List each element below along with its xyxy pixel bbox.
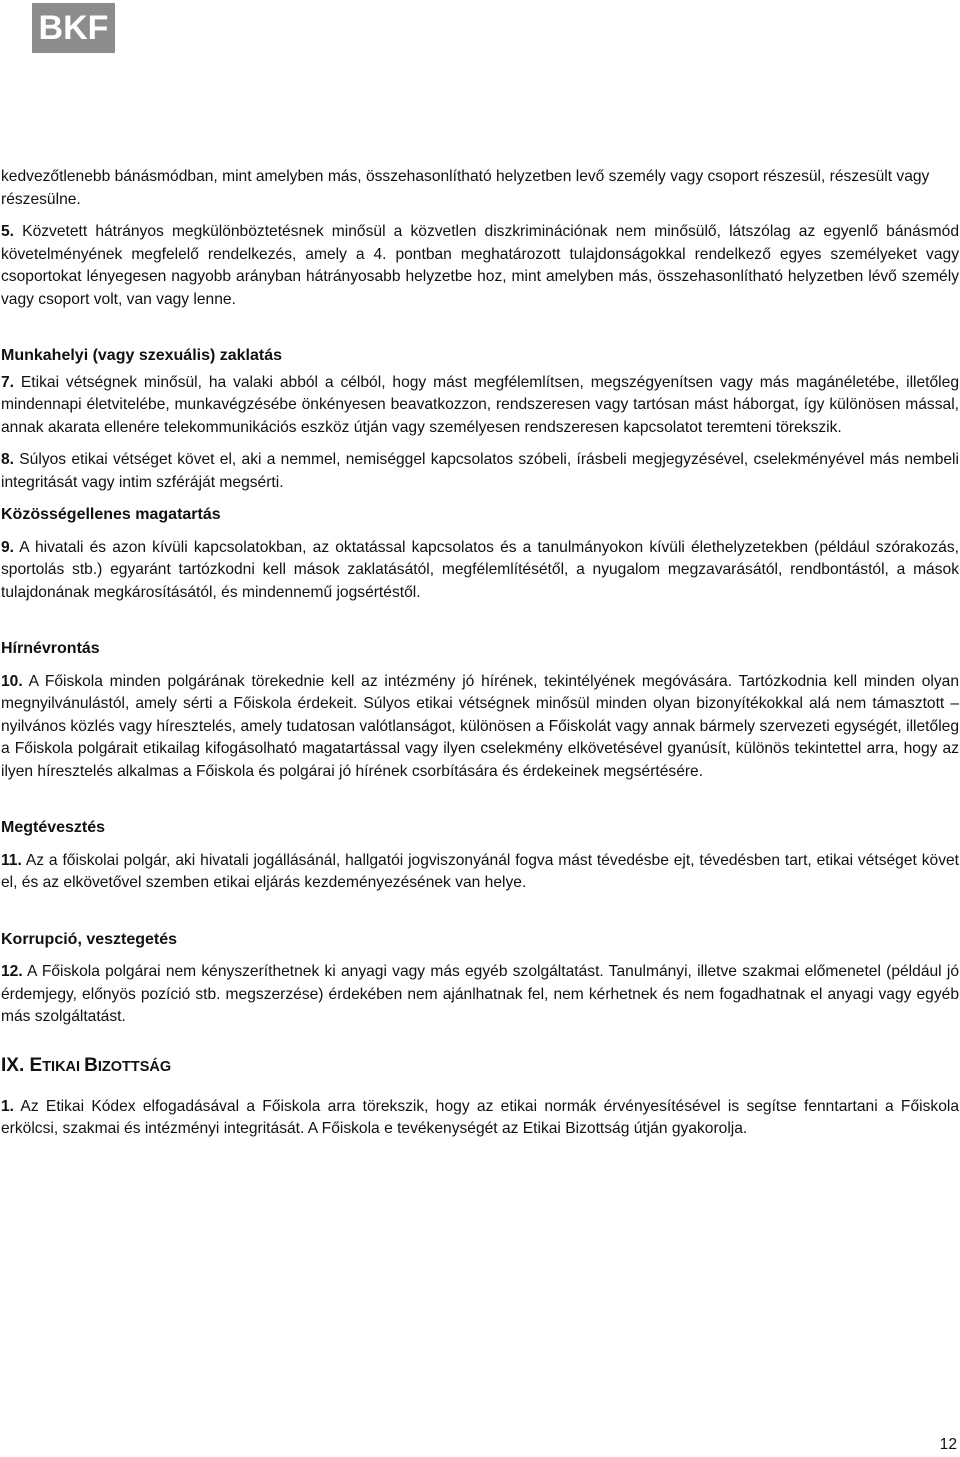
paragraph-number: 10. — [1, 672, 23, 690]
paragraph-text: Etikai vétségnek minősül, ha valaki abból a célból, hogy mást megfélemlítsen, megszégyenítsen vagy más magánéletébe, illetőleg mindennapi életvitelébe, munkavégzésébe önkényesen beavatkozzon, rendszeresen vagy tartósan mást háborgat, így különösen mással, annak akarata ellenére telekommunikációs eszköz útján vagy személyesen rendszeresen kapcsolatot teremteni törekszik. — [1, 373, 959, 436]
bkf-logo: BKF — [32, 3, 115, 53]
paragraph-number: 5. — [1, 223, 15, 240]
section-roman: IX. — [1, 1054, 30, 1076]
paragraph-8 — [1, 449, 959, 494]
paragraph-10 — [1, 671, 959, 784]
heading-hirnevrontas: Hírnévrontás — [1, 640, 100, 657]
paragraph-text: Az Etikai Kódex elfogadásával a Főiskola arra törekszik, hogy az etikai normák érvényesítésével is segítse fenntartani a Főiskola erkölcsi, szakmai és intézményi integritását. A Főiskola e tevékenységét az Etikai Bizottság útján gyakorolja. — [1, 1097, 959, 1137]
paragraph-continued: kedvezőtlenebb bánásmódban, mint amelyben más, összehasonlítható helyzetben levő személy vagy csoport részesül, részesült vagy részesülne. — [1, 168, 930, 208]
heading-kozossegellenes: Közösségellenes magatartás — [1, 506, 221, 523]
paragraph-11 — [1, 850, 959, 895]
paragraph-text: Közvetett hátrányos megkülönböztetésnek minősül a közvetlen diszkriminációnak nem minősülő, látszólag az egyenlő bánásmód követelményének megfelelő rendelkezés, amely a 4. pontban meghatározott tulajdonságokkal rendelkező egyes személyeket vagy csoportokat lényegesen nagyobb arányban hátrányosabb helyzetbe hoz, mint amelyben más, összehasonlítható helyzetben lévő személy vagy csoport volt, van vagy lenne. — [1, 223, 959, 308]
paragraph-number: 12. — [1, 963, 23, 980]
document-body — [1, 166, 959, 1141]
paragraph-text: A Főiskola minden polgárának törekednie kell az intézmény jó hírének, tekintélyének megóvására. Tartózkodnia kell minden olyan megnyilvánulástól, amely sérti a Főiskola érdekeit. Súlyos etikai vétségnek minősül minden olyan bizonyítékokkal alá nem támasztott – nyilvános közlés vagy híresztelés, amely tudatosan valótlanságot, különösen a Főiskolát vagy annak bármely szervezeti egységét, illetőleg a Főiskola polgárait etikailag kifogásolható magatartással vagy ilyen cselekmény elkövetésével gyanúsít, különös tekintettel arra, hogy az ilyen híresztelés alkalmas a Főiskola és polgárai jó hírének csorbítására és érdekeinek megsértésére. — [1, 672, 959, 780]
paragraph-ix-1 — [1, 1096, 959, 1141]
paragraph-5 — [1, 221, 959, 311]
paragraph-text: Súlyos etikai vétséget követ el, aki a nemmel, nemiséggel kapcsolatos szóbeli, írásbeli megjegyzésével, cselekményével más nembeli integritását vagy intim szféráját megsérti. — [1, 451, 959, 491]
section-title-ix — [1, 1053, 959, 1080]
paragraph-number: 7. — [1, 373, 15, 391]
section-cap-b: B — [84, 1054, 98, 1076]
heading-korrupcio: Korrupció, vesztegetés — [1, 930, 178, 948]
section-cap-e: E — [29, 1054, 43, 1076]
paragraph-number: 11. — [1, 851, 22, 869]
paragraph-number: 8. — [1, 451, 15, 468]
heading-megtevesztes: Megtévesztés — [1, 819, 106, 836]
paragraph-9 — [1, 537, 959, 605]
paragraph-text: A hivatali és azon kívüli kapcsolatokban, az oktatással kapcsolatos és a tanulmányokon kívüli élethelyzetekben (például szórakozás, sportolás stb.) egyaránt tartózkodni kell mások zaklatásától, megfélemlítésétől, a nyugalom megzavarásától, rendbontástól, a mások tulajdonának megkárosításától, és mindennemű jogsértéstől. — [1, 538, 959, 601]
paragraph-12 — [1, 961, 959, 1029]
paragraph-7 — [1, 372, 959, 440]
paragraph-text: A Főiskola polgárai nem kényszeríthetnek ki anyagi vagy más egyéb szolgáltatást. Tanulmányi, illetve szakmai előmenetel (például jó érdemjegy, előnyös pozíció stb. megszerzése) érdekében nem ajánlhatnak fel, nem kérhetnek és nem fogadhatnak el anyagi vagy egyéb más szolgáltatást. — [1, 963, 959, 1025]
heading-zaklatas: Munkahelyi (vagy szexuális) zaklatás — [1, 347, 283, 364]
paragraph-text: Az a főiskolai polgár, aki hivatali jogállásánál, hallgatói jogviszonyánál fogva mást tévedésbe ejt, tévedésben tart, etikai vétséget követ el, és az elkövetővel szemben etikai eljárás kezdeményezésének van helye. — [1, 851, 959, 891]
paragraph-number: 1. — [1, 1097, 15, 1115]
section-smallcaps-e: TIKAI — [42, 1058, 85, 1075]
section-smallcaps-b: IZOTTSÁG — [97, 1058, 172, 1075]
page-number: 12 — [939, 1436, 957, 1453]
paragraph-number: 9. — [1, 538, 15, 556]
